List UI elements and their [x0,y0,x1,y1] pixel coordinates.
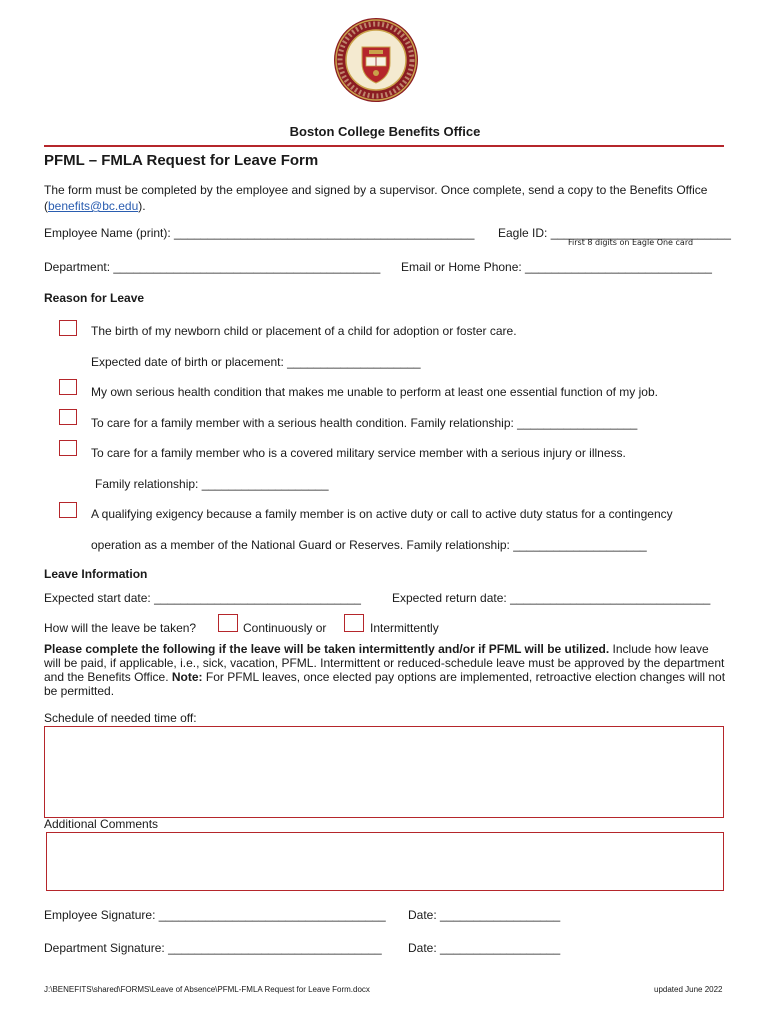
eagle-id-field[interactable]: Eagle ID: ___________________________ [498,226,731,240]
birth-checkbox[interactable] [59,320,77,336]
start-date-field[interactable]: Expected start date: _______________________________ [44,591,361,605]
employee-date-field[interactable]: Date: __________________ [408,908,561,922]
employee-name-field[interactable]: Employee Name (print): _____________________________________________ [44,226,475,240]
intermittently-label: Intermittently [370,621,439,635]
continuously-checkbox[interactable] [218,614,238,632]
own-health-option-label: My own serious health condition that makes me unable to perform at least one essential function of my job. [91,385,658,399]
how-taken-label: How will the leave be taken? [44,621,197,635]
exigency-option-label: A qualifying exigency because a family member is on active duty or call to active duty status for a contingency [91,507,673,521]
eagle-id-hint: First 8 digits on Eagle One card [568,238,694,247]
form-title: PFML – FMLA Request for Leave Form [44,152,319,169]
exigency-checkbox[interactable] [59,502,77,518]
comments-textbox[interactable] [46,832,724,891]
birth-option-label: The birth of my newborn child or placement of a child for adoption or foster care. [91,324,517,338]
exigency-relationship-field[interactable]: operation as a member of the National Guard or Reserves. Family relationship: ____________________ [91,538,647,552]
file-path-footer: J:\BENEFITS\shared\FORMS\Leave of Absence\PFML-FMLA Request for Leave Form.docx [44,985,370,994]
leave-info-heading: Leave Information [44,567,148,581]
military-relationship-field[interactable]: Family relationship: ___________________ [95,477,329,491]
leave-pay-instructions [44,642,728,698]
office-name: Boston College Benefits Office [289,124,481,139]
family-health-checkbox[interactable] [59,409,77,425]
updated-date-footer: updated June 2022 [654,985,723,994]
instructions-bold: Please complete the following if the leave will be taken intermittently and/or if PFML will be utilized. [44,642,610,656]
continuously-label: Continuously or [243,621,327,635]
department-date-field[interactable]: Date: __________________ [408,941,561,955]
schedule-label: Schedule of needed time off: [44,711,197,725]
header-divider [44,145,724,147]
birth-date-field[interactable]: Expected date of birth or placement: ____________________ [91,355,421,369]
note-text: For PFML leaves, once elected pay options are implemented, retroactive election changes will not be permitted. [44,670,726,698]
note-label: Note: [171,670,203,684]
employee-signature-field[interactable]: Employee Signature: __________________________________ [44,908,386,922]
department-signature-field[interactable]: Department Signature: ________________________________ [44,941,382,955]
family-health-option-label[interactable]: To care for a family member with a serious health condition. Family relationship: __________________ [91,416,638,430]
benefits-email-link[interactable]: benefits@bc.edu [48,199,139,213]
phone-field[interactable]: Email or Home Phone: ____________________________ [401,260,712,274]
comments-label: Additional Comments [44,817,159,831]
military-option-label: To care for a family member who is a covered military service member with a serious injury or illness. [91,446,626,460]
intro-text-end: ). [138,199,146,213]
instructions-text: Include how leave will be paid, if applicable, i.e., sick, vacation, PFML. Intermittent or reduced-schedule leave must be approved by the department and the Benefits Office. [44,642,725,684]
intermittently-checkbox[interactable] [344,614,364,632]
intro-text [44,182,724,214]
reason-heading: Reason for Leave [44,291,145,305]
department-field[interactable]: Department: ________________________________________ [44,260,381,274]
military-checkbox[interactable] [59,440,77,456]
schedule-textbox[interactable] [44,726,724,818]
intro-text-main: The form must be completed by the employee and signed by a supervisor. Once complete, send a copy to the Benefits Office ( [44,183,708,213]
boston-college-seal [333,17,419,103]
own-health-checkbox[interactable] [59,379,77,395]
return-date-field[interactable]: Expected return date: ______________________________ [392,591,711,605]
